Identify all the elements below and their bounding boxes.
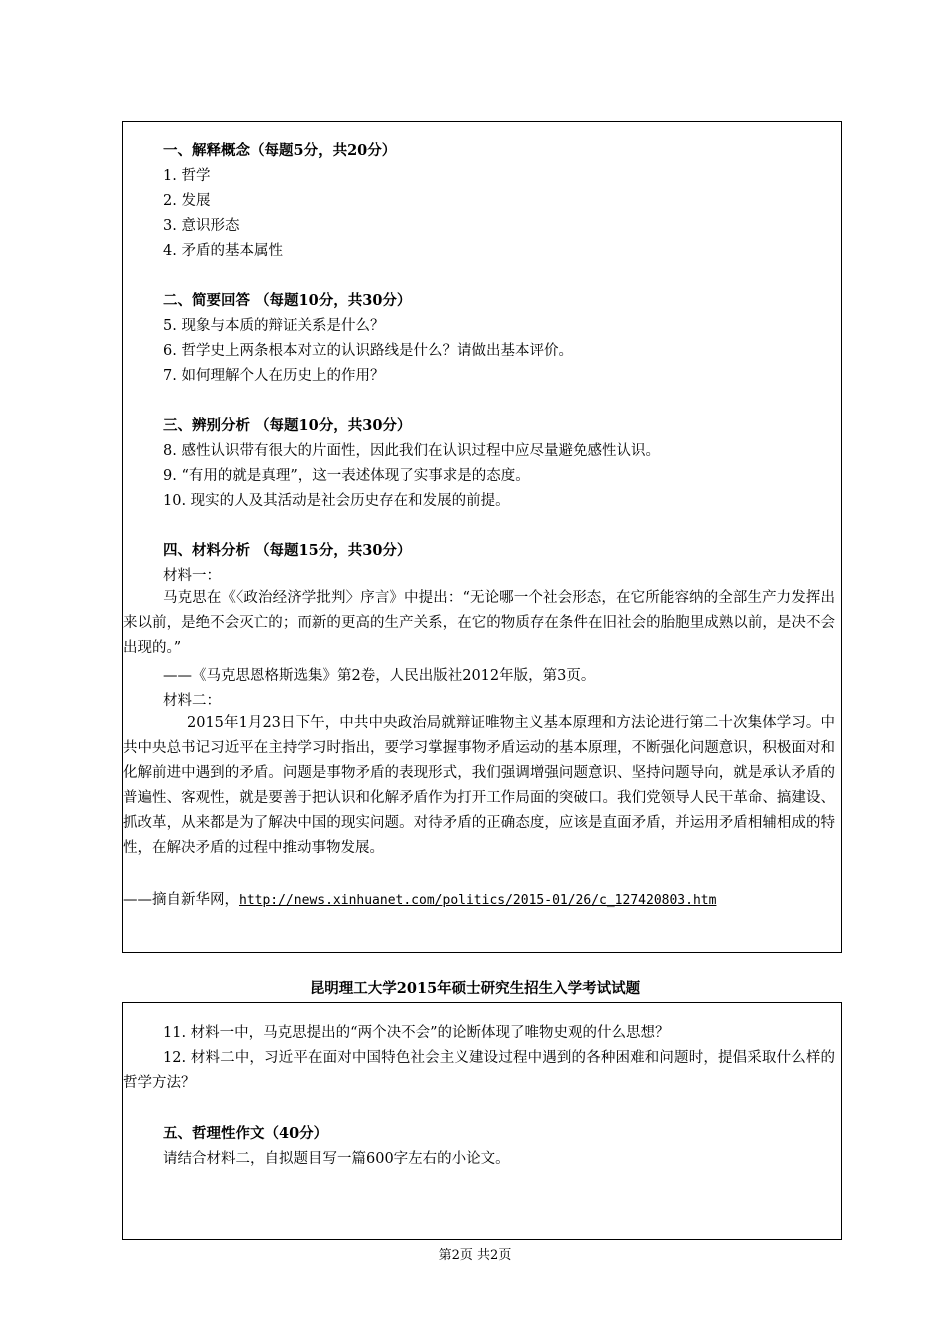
material2-source-prefix: ——摘自新华网， [123, 892, 239, 908]
section4-heading: 四、材料分析 （每题15分，共30分） [163, 542, 412, 559]
section3-heading: 三、辨别分析 （每题10分，共30分） [163, 417, 412, 434]
section3-item: 10. 现实的人及其活动是社会历史存在和发展的前提。 [163, 493, 510, 509]
material1-label: 材料一： [163, 568, 221, 584]
section1-heading: 一、解释概念（每题5分，共20分） [163, 142, 397, 159]
question-12: 12. 材料二中，习近平在面对中国特色社会主义建设过程中遇到的各种困难和问题时，提倡采取什么样的哲学方法？ [123, 1050, 835, 1091]
section1-item: 2. 发展 [163, 193, 211, 209]
section5-heading: 五、哲理性作文（40分） [163, 1125, 329, 1142]
material2-source-link[interactable]: http://news.xinhuanet.com/politics/2015-01/26/c_127420803.htm [239, 893, 717, 908]
question-11: 11. 材料一中，马克思提出的“两个决不会”的论断体现了唯物史观的什么思想？ [163, 1025, 670, 1041]
section1-item: 3. 意识形态 [163, 218, 240, 234]
section5-prompt: 请结合材料二，自拟题目写一篇600字左右的小论文。 [163, 1151, 510, 1167]
page-footer: 第2页 共2页 [438, 1248, 512, 1263]
section3-item: 8. 感性认识带有很大的片面性，因此我们在认识过程中应尽量避免感性认识。 [163, 443, 660, 459]
material1-source: ——《马克思恩格斯选集》第2卷，人民出版社2012年版，第3页。 [163, 668, 596, 684]
section3-item: 9. “有用的就是真理”，这一表述体现了实事求是的态度。 [163, 468, 530, 484]
section2-item: 7. 如何理解个人在历史上的作用？ [163, 368, 385, 384]
material2-label: 材料二： [163, 693, 221, 709]
page-header: 昆明理工大学2015年硕士研究生招生入学考试试题 [309, 980, 641, 997]
material2-source [123, 890, 716, 911]
material2-text: 2015年1月23日下午，中共中央政治局就辩证唯物主义基本原理和方法论进行第二十次集体学习。中共中央总书记习近平在主持学习时指出，要学习掌握事物矛盾运动的基本原理，不断强化问题意识，积极面对和化解前进中遇到的矛盾。问题是事物矛盾的表现形式，我们强调增强问题意识、坚持问题导向，就是承认矛盾的普遍性、客观性，就是要善于把认识和化解矛盾作为打开工作局面的突破口。我们党领导人民干革命、搞建设、抓改革，从来都是为了解决中国的现实问题。对待矛盾的正确态度，应该是直面矛盾，并运用矛盾相辅相成的特性，在解决矛盾的过程中推动事物发展。 [123, 715, 835, 856]
section2-item: 6. 哲学史上两条根本对立的认识路线是什么？请做出基本评价。 [163, 343, 573, 359]
section1-item: 4. 矛盾的基本属性 [163, 243, 283, 259]
material1-text: 马克思在《〈政治经济学批判〉序言》中提出：“无论哪一个社会形态，在它所能容纳的全部生产力发挥出来以前，是绝不会灭亡的；而新的更高的生产关系，在它的物质存在条件在旧社会的胎胞里成熟以前，是决不会出现的。” [123, 590, 835, 656]
section2-item: 5. 现象与本质的辩证关系是什么？ [163, 318, 385, 334]
section1-item: 1. 哲学 [163, 168, 211, 184]
section2-heading: 二、简要回答 （每题10分，共30分） [163, 292, 412, 309]
